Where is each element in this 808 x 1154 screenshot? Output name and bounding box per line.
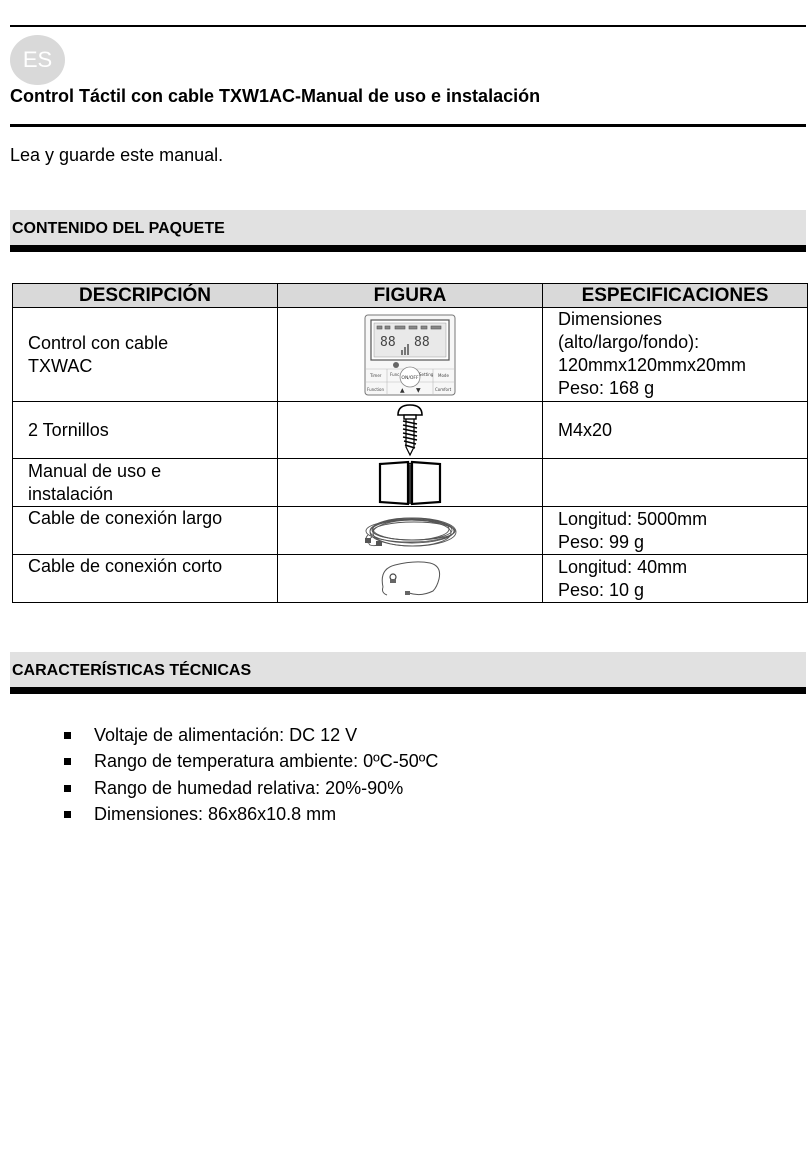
description-line: 2 Tornillos — [28, 419, 109, 440]
column-header-specifications: ESPECIFICACIONES — [543, 284, 808, 308]
list-item-text: Rango de humedad relativa: 20%-90% — [94, 777, 404, 798]
figure-cell — [278, 308, 543, 402]
table-row — [13, 555, 808, 603]
top-rule — [10, 25, 806, 27]
bullet-icon — [64, 732, 71, 739]
description-cell — [13, 308, 278, 402]
figure-cell — [278, 507, 543, 555]
controller-key-label: Setting — [419, 371, 434, 377]
controller-key-label: Comfort — [435, 386, 452, 392]
technical-section-title: CARACTERÍSTICAS TÉCNICAS — [12, 662, 252, 679]
specs-cell — [543, 402, 808, 459]
description-line: Cable de conexión corto — [28, 556, 223, 576]
spec-line: Longitud: 40mm — [558, 556, 688, 577]
table-row — [13, 459, 808, 507]
specs-cell — [543, 308, 808, 402]
language-badge: ES — [10, 35, 65, 85]
title-rule — [10, 124, 806, 127]
table-row — [13, 507, 808, 555]
bullet-icon — [64, 758, 71, 765]
description-cell — [13, 402, 278, 459]
description-line: Cable de conexión largo — [28, 508, 223, 528]
controller-key-label: Timer — [370, 372, 382, 378]
svg-text:88: 88 — [414, 334, 430, 350]
page-title: Control Táctil con cable TXW1AC-Manual de uso e instalación — [10, 86, 541, 106]
long-cable-icon — [362, 511, 458, 551]
spec-line: Peso: 10 g — [558, 579, 645, 600]
specs-cell — [543, 555, 808, 603]
specs-cell — [543, 459, 808, 507]
description-line: TXWAC — [28, 355, 93, 376]
controller-key-label: Function — [367, 386, 385, 392]
spec-line: (alto/largo/fondo): — [558, 332, 700, 352]
specs-cell — [543, 507, 808, 555]
controller-key-label: Func — [390, 371, 400, 377]
technical-list — [60, 722, 438, 828]
intro-text: Lea y guarde este manual. — [10, 145, 224, 165]
description-cell — [13, 459, 278, 507]
screw-icon — [395, 403, 425, 457]
spec-line: Dimensiones — [558, 309, 663, 329]
manual-book-icon — [378, 460, 442, 506]
list-item — [60, 749, 438, 776]
column-header-figure: FIGURA — [278, 284, 543, 308]
controller-key-label: Mode — [438, 372, 449, 378]
package-table — [12, 283, 808, 603]
list-item-text: Voltaje de alimentación: DC 12 V — [94, 724, 358, 745]
list-item-text: Dimensiones: 86x86x10.8 mm — [94, 804, 337, 825]
spec-line: Peso: 99 g — [558, 531, 645, 552]
wired-controller-icon — [364, 314, 456, 396]
column-header-description: DESCRIPCIÓN — [13, 284, 278, 308]
description-line: Manual de uso e — [28, 460, 162, 481]
list-item — [60, 722, 438, 749]
description-line: instalación — [28, 483, 114, 504]
bullet-icon — [64, 811, 71, 818]
spec-line: 120mmx120mmx20mm — [558, 355, 747, 375]
spec-line: M4x20 — [558, 419, 613, 440]
figure-cell — [278, 459, 543, 507]
technical-section-bar — [10, 687, 806, 694]
package-section-title: CONTENIDO DEL PAQUETE — [12, 220, 225, 237]
list-item-text: Rango de temperatura ambiente: 0ºC-50ºC — [94, 751, 439, 772]
svg-text:▼: ▼ — [416, 386, 421, 394]
short-cable-icon — [375, 557, 445, 601]
figure-cell — [278, 555, 543, 603]
svg-text:▲: ▲ — [400, 386, 405, 394]
figure-cell — [278, 402, 543, 459]
bullet-icon — [64, 785, 71, 792]
description-cell — [13, 555, 278, 603]
table-row — [13, 308, 808, 402]
spec-line: Peso: 168 g — [558, 378, 655, 398]
list-item — [60, 775, 438, 802]
table-header-row — [13, 284, 808, 308]
description-line: Control con cable — [28, 332, 169, 353]
controller-pad-label: ON/OFF — [401, 375, 419, 381]
package-section-bar — [10, 245, 806, 252]
table-row — [13, 402, 808, 459]
list-item — [60, 802, 438, 829]
svg-text:88: 88 — [380, 334, 396, 350]
description-cell — [13, 507, 278, 555]
spec-line: Longitud: 5000mm — [558, 508, 708, 529]
